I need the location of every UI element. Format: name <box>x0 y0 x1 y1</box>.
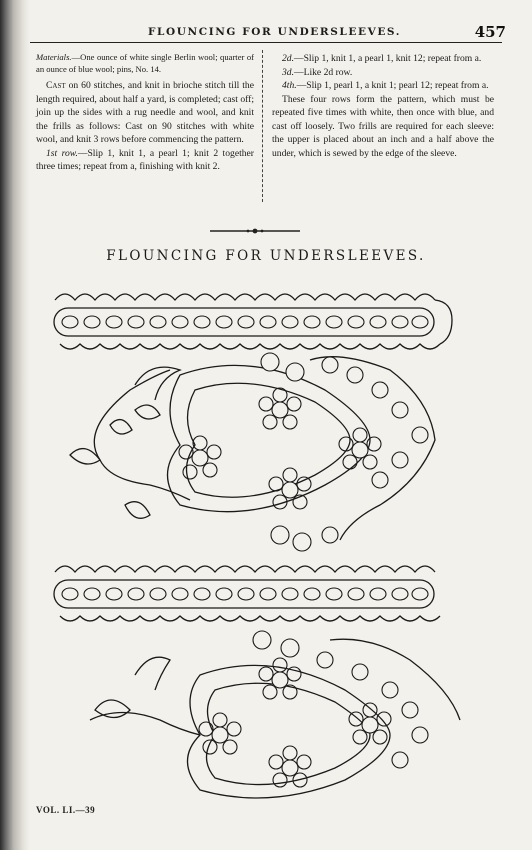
page-header <box>30 20 506 42</box>
embroidery-pattern-illustration <box>40 280 480 805</box>
page-number: 457 <box>474 23 506 41</box>
cast-on-lead: Cast <box>46 80 66 91</box>
left-column <box>36 52 254 174</box>
first-row-label: 1st row. <box>46 147 78 159</box>
third-row-paragraph <box>272 66 494 80</box>
volume-footer: VOL. LI.—39 <box>36 805 96 815</box>
cast-on-paragraph <box>36 79 254 147</box>
divider-ornament <box>210 228 300 234</box>
second-row-label: 2d. <box>282 53 294 64</box>
upper-eyelet-row <box>62 316 428 328</box>
fourth-row-paragraph <box>272 79 494 93</box>
fourth-row-text: —Slip 1, pearl 1, a knit 1; pearl 12; repeat from a. <box>296 80 489 91</box>
fourth-row-label: 4th. <box>282 80 297 91</box>
right-column <box>272 52 494 160</box>
cast-on-text: on 60 stitches, and knit in brioche stitch till the length required, about half a yard, is completed; cast off; join up the sides with a rug needle and wool, and knit the frills as follows: Cast on 90 stitches with white wool, and knit 3 rows before commencing the pattern. <box>36 80 254 145</box>
lower-eyelet-row <box>62 588 428 600</box>
column-divider <box>262 50 263 202</box>
pattern-paragraph: These four rows form the pattern, which must be repeated five times with white, then once with blue, and cast off loosely. Two frills are required for each sleeve: the upper is placed about an inch and a half above the under, which is sewed by the edge of the sleeve. <box>272 93 494 159</box>
third-row-text: —Like 2d row. <box>294 66 353 78</box>
materials-paragraph <box>36 52 254 75</box>
page-gutter-shadow <box>0 0 30 850</box>
lower-floral-motif <box>90 639 460 798</box>
first-row-paragraph <box>36 147 254 174</box>
second-row-text: —Slip 1, knit 1, a pearl 1, knit 12; repeat from a. <box>294 53 482 64</box>
third-row-label: 3d. <box>282 66 294 78</box>
second-row-paragraph <box>272 52 494 66</box>
header-rule <box>30 42 502 43</box>
materials-label: Materials. <box>36 52 72 62</box>
section-title: FLOUNCING FOR UNDERSLEEVES. <box>106 248 426 264</box>
materials-text: —One ounce of white single Berlin wool; quarter of an ounce of blue wool; pins, No. 14. <box>36 52 254 74</box>
first-row-text: —Slip 1, knit 1, a pearl 1; knit 2 together three times; repeat from a, finishing with knit 2. <box>36 147 254 172</box>
running-title: FLOUNCING FOR UNDERSLEEVES. <box>148 26 401 38</box>
